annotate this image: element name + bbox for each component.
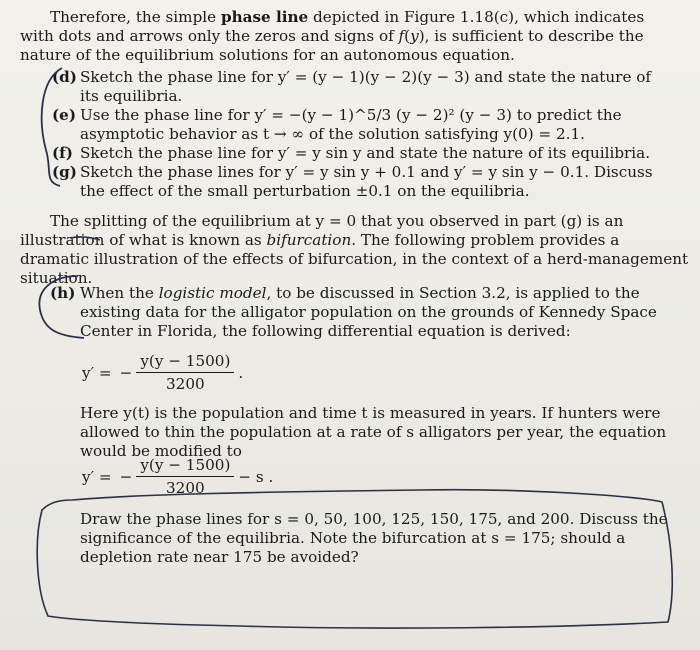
- intro-y: y: [410, 27, 419, 45]
- item-f: [52, 144, 672, 163]
- eq1-lhs: y′ =: [82, 363, 112, 382]
- item-h-label: (h): [50, 284, 76, 302]
- item-h: [50, 284, 700, 341]
- intro-f: f: [398, 27, 405, 45]
- eq1-sign: −: [119, 363, 133, 382]
- item-e: [52, 106, 672, 144]
- item-g-label: (g): [52, 163, 77, 181]
- intro-paragraph: [20, 8, 680, 65]
- eq2-numerator: y(y − 1500): [136, 456, 234, 477]
- item-e-text: Use the phase line for y′ = −(y − 1)^5/3 (y − 2)² (y − 3) to predict the asymptotic behavior as t → ∞ of the solution satisfying y(0) = 2.1.: [80, 106, 622, 143]
- item-g-text: Sketch the phase lines for y′ = y sin y + 0.1 and y′ = y sin y − 0.1. Discuss the effect of the small perturbation ±0.1 on the equilibria.: [80, 163, 653, 200]
- para2-text-3: . The following problem provides a dramatic illustration of the effects of bifurcation, in the context of a herd-management situation.: [20, 231, 689, 287]
- item-d-text: Sketch the phase line for y′ = (y − 1)(y − 2)(y − 3) and state the nature of its equilibria.: [80, 68, 652, 105]
- item-h-logistic-model: logistic model: [158, 284, 267, 302]
- item-d: [52, 68, 672, 106]
- eq1-numerator: y(y − 1500): [136, 352, 234, 373]
- eq1-denominator: 3200: [166, 375, 205, 393]
- equation-1: [82, 352, 243, 393]
- here-paragraph: [80, 404, 690, 461]
- para2-text-1: The splitting of the equilibrium at y = 0 that you observed in part (g) is an illustration of what is known as: [20, 212, 624, 249]
- intro-text-3: depicted in Figure 1.18(c), which indicates with dots and arrows only the zeros and signs of: [20, 8, 645, 45]
- intro-paren-open: (: [404, 27, 411, 45]
- eq2-fraction: [136, 456, 234, 497]
- intro-text-1: Therefore, the simple: [50, 8, 221, 26]
- item-g: [52, 163, 672, 201]
- item-f-text: Sketch the phase line for y′ = y sin y and state the nature of its equilibria.: [80, 144, 651, 162]
- equation-2: [82, 456, 273, 497]
- eq1-end: .: [238, 363, 244, 382]
- eq2-lhs: y′ =: [82, 467, 112, 486]
- item-f-label: (f): [52, 144, 73, 162]
- item-d-label: (d): [52, 68, 77, 86]
- intro-text-7: ), is sufficient to describe the nature of the equilibrium solutions for an autonomous equation.: [20, 27, 644, 64]
- here-text: Here y(t) is the population and time t is measured in years. If hunters were allowed to thin the population at a rate of s alligators per year, the equation would be modified to: [80, 404, 667, 460]
- item-e-label: (e): [52, 106, 77, 124]
- bifurcation-paragraph: [20, 212, 692, 288]
- intro-phase-line-term: phase line: [220, 8, 309, 26]
- draw-phase-lines-paragraph: [80, 510, 680, 567]
- eq2-sign: −: [119, 467, 133, 486]
- draw-text: Draw the phase lines for s = 0, 50, 100, 125, 150, 175, and 200. Discuss the significance of the equilibria. Note the bifurcation at s = 175; should a depletion rate near 175 be avoided?: [80, 510, 668, 566]
- para2-bifurcation-term: bifurcation: [266, 231, 352, 249]
- item-h-text-3: , to be discussed in Section 3.2, is applied to the existing data for the alligator population on the grounds of Kennedy Space Center in Florida, the following differential equation is derived:: [80, 284, 657, 340]
- eq2-denominator: 3200: [166, 479, 205, 497]
- eq1-fraction: [136, 352, 234, 393]
- item-h-text-1: When the: [80, 284, 159, 302]
- eq2-end: − s .: [238, 467, 274, 486]
- exercise-items: [52, 68, 672, 201]
